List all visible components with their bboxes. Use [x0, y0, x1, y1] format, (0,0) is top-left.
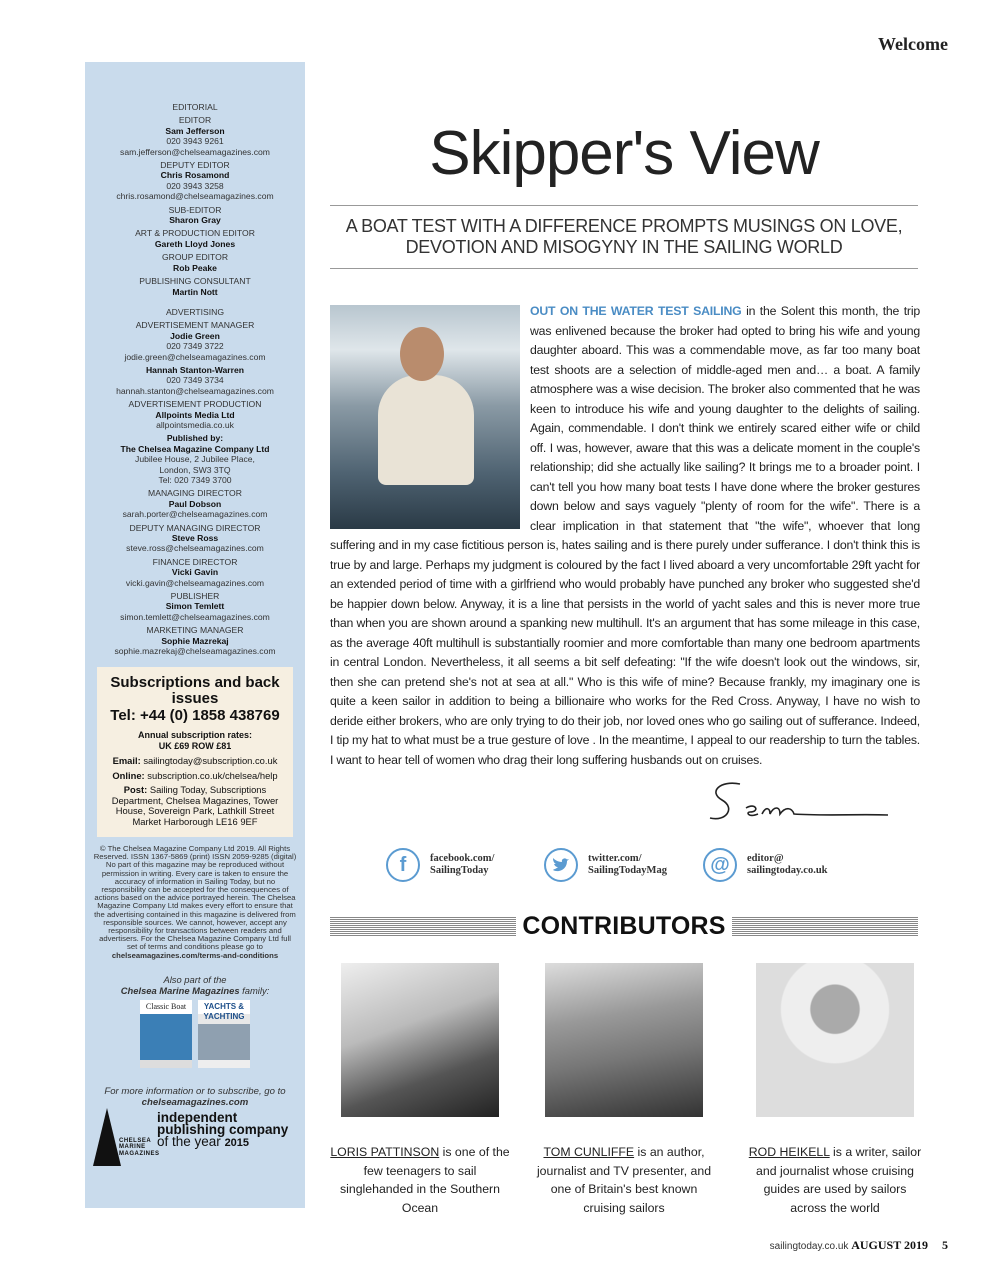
- subscriptions-box: Subscriptions and back issues Tel: +44 (0) 1858 438769 Annual subscription rates: UK £69 ROW £81 Email: sailingtoday@subscription.co.uk Online: subscription.co.uk/chelsea/help Post: Sailing Today, Subscriptions Department, Chelsea Magazines, Tower House, Sovereign Park, Lathkill Street Market Harborough LE16 9EF: [97, 667, 293, 838]
- award-logo: independent publishing company of the year 2015: [157, 1109, 289, 1149]
- contributors-header: [330, 912, 918, 941]
- staff-phone: 020 7349 3722: [166, 341, 224, 352]
- staff-role: SUB-EDITOR: [168, 204, 222, 215]
- staff-role: FINANCE DIRECTOR: [152, 556, 238, 567]
- staff-entry: [85, 591, 305, 622]
- staff-name: Paul Dobson: [168, 498, 222, 509]
- page-number: 5: [942, 1238, 948, 1252]
- contributor-caption: TOM CUNLIFFE is an author, journalist and TV presenter, and one of Britain's best known cruising sailors: [536, 1145, 712, 1215]
- article-title: Skipper's View: [429, 119, 819, 188]
- staff-entry: [85, 205, 305, 226]
- editor-photo: [330, 305, 520, 529]
- family-note: Also part of the Chelsea Marine Magazines family:: [120, 973, 270, 996]
- staff-entry: [85, 252, 305, 273]
- article-standfirst: A BOAT TEST WITH A DIFFERENCE PROMPTS MUSINGS ON LOVE, DEVOTION AND MISOGYNY IN THE SAILING WORLD: [345, 216, 903, 257]
- staff-role: EDITOR: [178, 115, 212, 126]
- staff-name: Sophie Mazrekaj: [161, 635, 229, 646]
- staff-entry: [85, 523, 305, 554]
- staff-entry: [85, 399, 305, 430]
- staff-role: MANAGING DIRECTOR: [148, 488, 242, 499]
- editorial-heading: EDITORIAL: [172, 102, 218, 112]
- more-info: For more information or to subscribe, go to chelseamagazines.com: [104, 1085, 286, 1108]
- subscriptions-email-link[interactable]: sailingtoday@subscription.co.uk: [143, 755, 278, 766]
- staff-name: Sam Jefferson: [165, 125, 225, 136]
- staff-name: Simon Temlett: [165, 601, 225, 612]
- contributor-photo: [756, 963, 914, 1117]
- divider: [330, 268, 918, 269]
- staff-role: ART & PRODUCTION EDITOR: [135, 228, 255, 239]
- chelsea-link[interactable]: chelseamagazines.com: [141, 1096, 249, 1108]
- staff-name: Vicki Gavin: [171, 567, 219, 578]
- staff-entry: [85, 625, 305, 656]
- staff-email[interactable]: jodie.green@chelseamagazines.com: [124, 351, 266, 362]
- staff-entry: [85, 228, 305, 249]
- staff-role: DEPUTY EDITOR: [160, 160, 230, 171]
- contributors-heading: CONTRIBUTORS: [522, 912, 726, 940]
- staff-email[interactable]: chris.rosamond@chelseamagazines.com: [116, 191, 274, 202]
- staff-entry: [85, 320, 305, 362]
- staff-email[interactable]: steve.ross@chelseamagazines.com: [126, 543, 264, 554]
- staff-name: Gareth Lloyd Jones: [154, 238, 236, 249]
- subscriptions-phone: Tel: +44 (0) 1858 438769: [110, 706, 280, 724]
- contributor-photo: [545, 963, 703, 1117]
- staff-role: ADVERTISEMENT MANAGER: [135, 320, 255, 331]
- staff-email[interactable]: sophie.mazrekaj@chelseamagazines.com: [114, 646, 276, 657]
- yachts-yachting-cover: YACHTS & YACHTING: [198, 1000, 250, 1068]
- advertising-heading: ADVERTISING: [165, 306, 225, 317]
- staff-role: PUBLISHER: [170, 591, 220, 602]
- staff-email[interactable]: hannah.stanton@chelseamagazines.com: [116, 385, 274, 396]
- staff-phone: 020 3943 3258: [166, 180, 224, 191]
- twitter-link[interactable]: twitter.com/ SailingTodayMag: [544, 848, 667, 882]
- facebook-link[interactable]: f facebook.com/ SailingToday: [386, 848, 494, 882]
- staff-entry: [85, 365, 305, 396]
- staff-entry: [85, 276, 305, 297]
- article-body: OUT ON THE WATER TEST SAILING in the Solent this month, the trip was enlivened because the broker had opted to bring his wife and young daughter aboard. This was a commendable move, as far too many boat test shoots are a selection of middle-aged men and… a boat. A family atmosphere was a wise decision. The broker also commented that he was keen to introduce his wife and young daughter to the delights of sailing. Again, commendable. I don't think we entirely scared either wife or child off. I was, however, aware that this was a delicate moment in the couple's relationship; did she actually like sailing? It brings me to a broader point. I can't tell you how many boat tests I have done where the broker gestures down below and says vaguely "plenty of room for the wife". There is a clear implication in that statement that "the wife", whoever that long suffering and in my case fictitious person is, hates sailing and is there purely under sufferance. I don't think this is true by and large. Perhaps my judgment is coloured by the fact I lived aboard a very uncomfortable 29ft yacht for an extended period of time with a girlfriend who would probably have punched any broker who suggested she'd be happier down below. Anyway, it is a line that persists in the world of yacht sales and this is never more true than when you are shown around a spanking new multihull. It's an argument that has some mileage in this case, as the average 40ft multihull is substantially roomier and more comfortable than many one bedroom apartments in central London. Nevertheless, it all seems a bit self defeating: "If the wife doesn't look out the windows, sir, then she can pretend she's not at sea at all." Who is this wife of mine? Because frankly, my imaginary one is quite a keen sailor in addition to being a billionaire who works for the Red Cross. Anyway, I have no wish to deride either brokers, who are only trying to do their job, nor loved ones who go sailing out of sufferance. Indeed, I tip my hat to what must be a true gesture of love . In the meantime, I appeal to our readership to turn the tables. I want to hear tell of women who drag their long suffering husbands out on cruises.: [330, 304, 920, 767]
- stripe-decoration: [732, 917, 918, 937]
- staff-role: DEPUTY MANAGING DIRECTOR: [129, 522, 261, 533]
- staff-name: Sharon Gray: [169, 215, 221, 226]
- staff-email[interactable]: vicki.gavin@chelseamagazines.com: [125, 577, 265, 588]
- staff-role: MARKETING MANAGER: [146, 625, 244, 636]
- email-icon: @: [703, 848, 737, 882]
- staff-name: Rob Peake: [173, 262, 217, 273]
- classic-boat-cover: Classic Boat: [140, 1000, 192, 1068]
- staff-name: Chris Rosamond: [160, 170, 230, 181]
- staff-email[interactable]: sam.jefferson@chelseamagazines.com: [120, 146, 270, 157]
- staff-entry: [85, 488, 305, 519]
- staff-entry: [85, 557, 305, 588]
- twitter-icon: [544, 848, 578, 882]
- chelsea-marine-sail-logo: [93, 1108, 121, 1166]
- staff-phone: 020 3943 9261: [166, 136, 224, 147]
- staff-email[interactable]: sarah.porter@chelseamagazines.com: [122, 509, 268, 520]
- staff-role: PUBLISHING CONSULTANT: [139, 276, 251, 287]
- terms-link[interactable]: chelseamagazines.com/terms-and-conditions: [111, 950, 279, 960]
- contributor-caption: LORIS PATTINSON is one of the few teenagers to sail singlehanded in the Southern Ocean: [330, 1145, 510, 1215]
- staff-name: Hannah Stanton-Warren: [145, 364, 245, 375]
- staff-name: Jodie Green: [170, 330, 220, 341]
- staff-entry: [85, 115, 305, 157]
- chelsea-marine-logo-text: CHELSEA MARINE MAGAZINES: [119, 1137, 160, 1157]
- staff-role: GROUP EDITOR: [161, 252, 229, 263]
- contributor-caption: ROD HEIKELL is a writer, sailor and journalist whose cruising guides are used by sailors across the world: [748, 1145, 922, 1215]
- editor-signature: [700, 778, 890, 828]
- staff-name: Allpoints Media Ltd: [155, 409, 235, 420]
- divider: [330, 205, 918, 206]
- masthead-sidebar: [85, 62, 305, 1208]
- staff-role: ADVERTISEMENT PRODUCTION: [128, 399, 262, 410]
- stripe-decoration: [330, 917, 516, 937]
- staff-name: Martin Nott: [172, 286, 218, 297]
- contributor-photo: [341, 963, 499, 1117]
- staff-phone: 020 7349 3734: [166, 375, 224, 386]
- staff-entry: [85, 160, 305, 202]
- facebook-icon: f: [386, 848, 420, 882]
- staff-email[interactable]: allpointsmedia.co.uk: [156, 419, 234, 430]
- article-lead: OUT ON THE WATER TEST SAILING: [530, 304, 742, 318]
- page-footer: sailingtoday.co.uk AUGUST 2019 5: [769, 1238, 948, 1252]
- legal-notice: © The Chelsea Magazine Company Ltd 2019. All Rights Reserved. ISSN 1367-5869 (print) ISSN 2059-9285 (digital) No part of this magazine may be reproduced without permission in writing. Every care is taken to ensure the accuracy of information in Sailing Today, but no responsibility can be accepted for the consequences of actions based on the advice portrayed herein. The Chelsea Magazine Company Ltd makes every effort to ensure that the advertising contained in this magazine is delivered from responsible sources. We cannot, however, accept any responsibility for transactions between readers and advertisers. For the Chelsea Magazine Company Ltd full set of terms and conditions please go to chelseamagazines.com/terms-and-conditions: [93, 844, 297, 960]
- staff-name: Steve Ross: [171, 533, 219, 544]
- email-link[interactable]: @ editor@ sailingtoday.co.uk: [703, 848, 828, 882]
- section-title: Welcome: [878, 34, 948, 54]
- publisher-block: Published by: The Chelsea Magazine Company Ltd Jubilee House, 2 Jubilee Place, London, SW3 3TQ Tel: 020 7349 3700: [120, 433, 270, 485]
- subscriptions-online-link[interactable]: subscription.co.uk/chelsea/help: [147, 769, 278, 781]
- staff-email[interactable]: simon.temlett@chelseamagazines.com: [120, 611, 270, 622]
